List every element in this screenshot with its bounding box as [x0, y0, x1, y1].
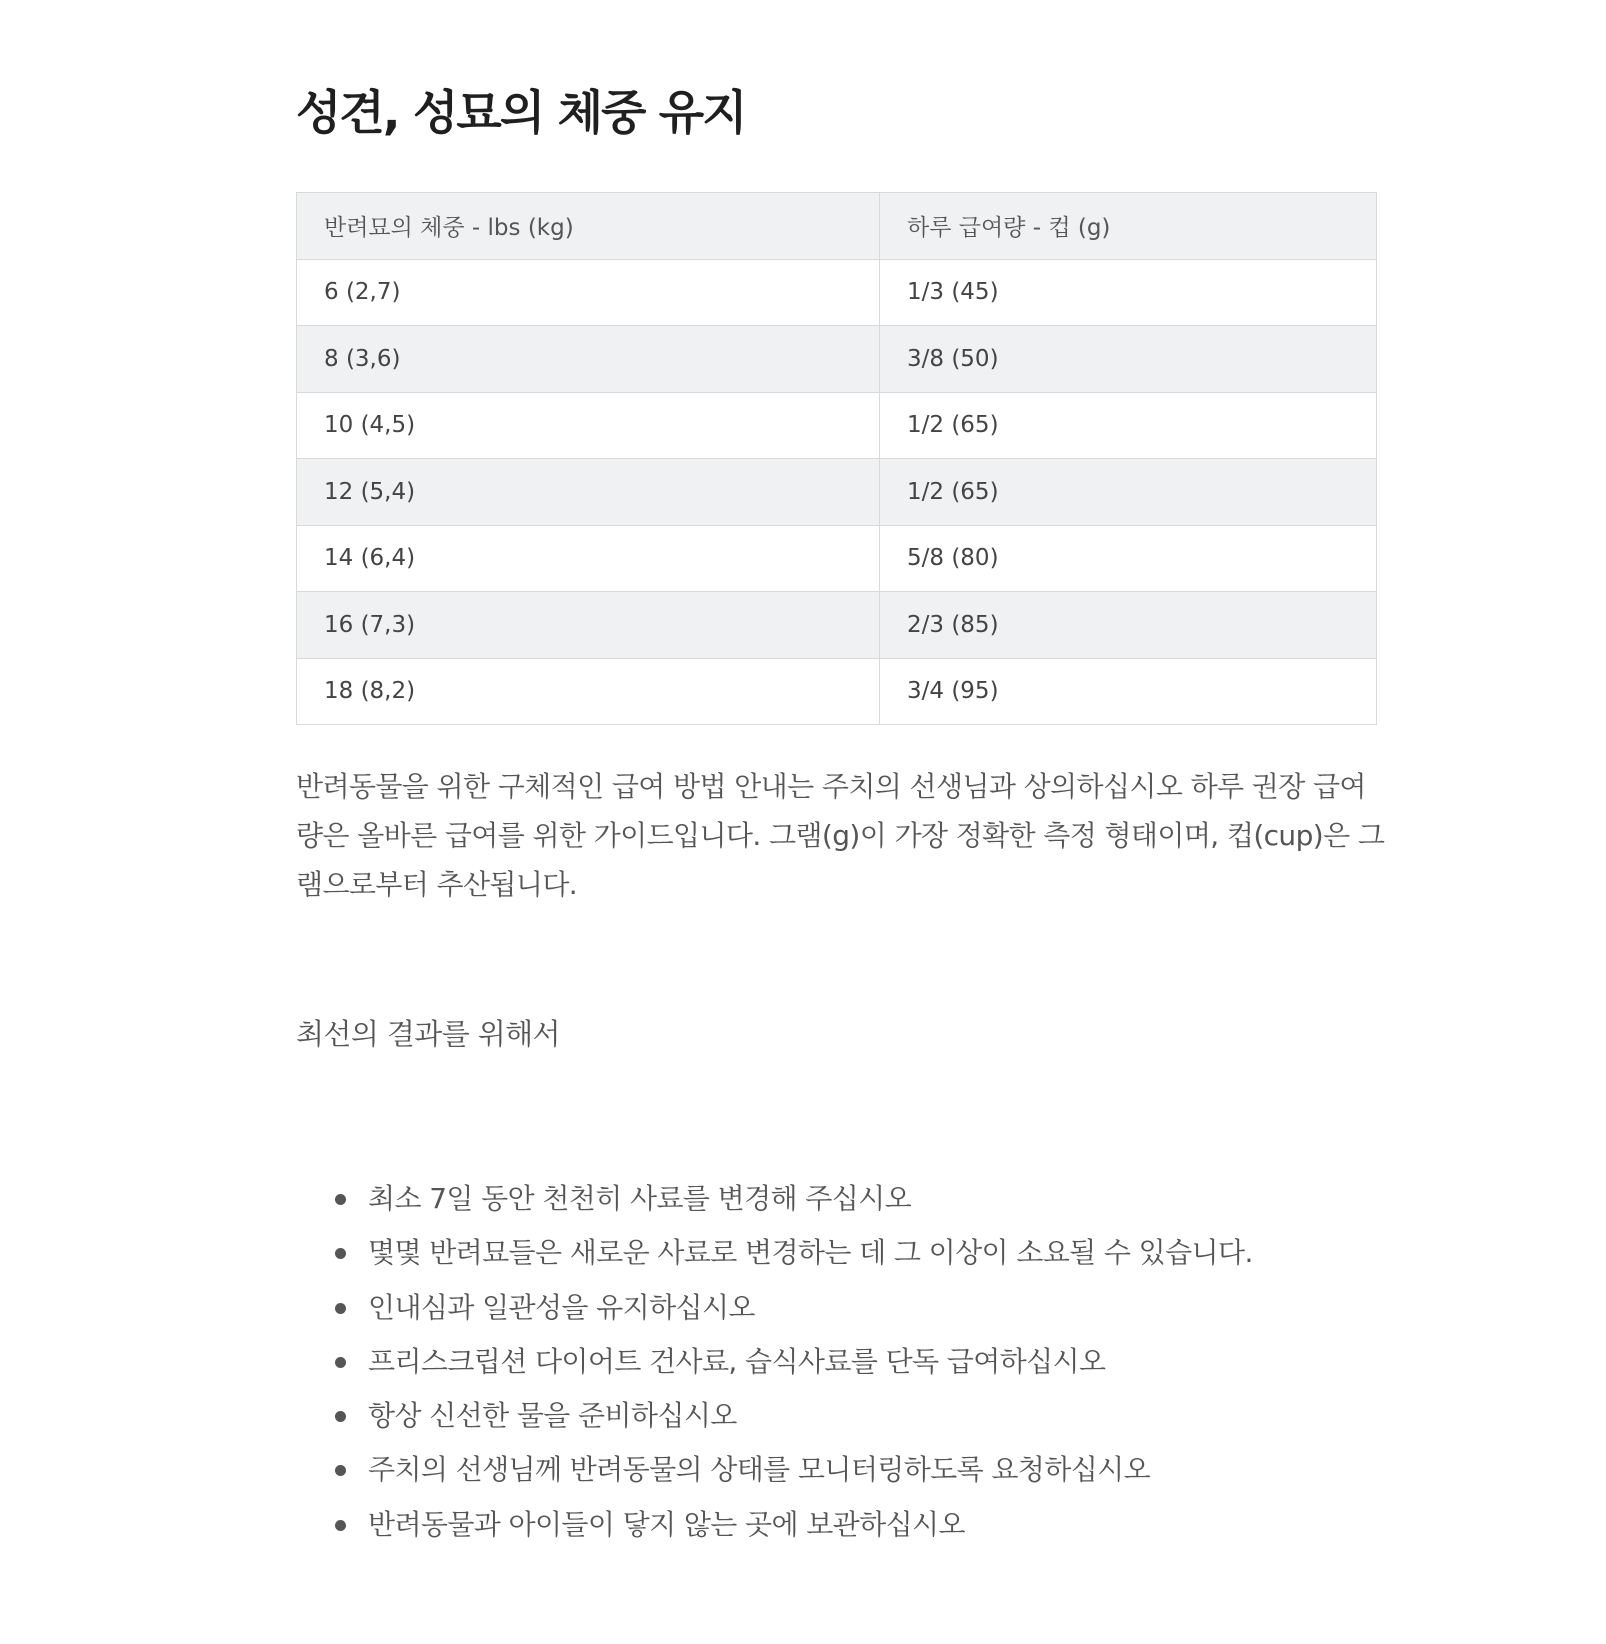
best-results-heading: 최선의 결과를 위해서 — [296, 1017, 560, 1051]
cell-weight: 16 (7,3) — [297, 592, 880, 659]
tip-text: 주치의 선생님께 반려동물의 상태를 모니터링하도록 요청하십시오 — [368, 1453, 1151, 1487]
tip-text: 항상 신선한 물을 준비하십시오 — [368, 1399, 737, 1433]
tips-list — [368, 1172, 1253, 1552]
cell-weight: 12 (5,4) — [297, 459, 880, 526]
bullet-icon — [335, 1411, 346, 1422]
header-weight: 반려묘의 체중 - lbs (kg) — [297, 193, 880, 260]
cell-amount: 3/8 (50) — [880, 326, 1377, 393]
table-row — [297, 326, 1377, 393]
header-daily-amount: 하루 급여량 - 컵 (g) — [880, 193, 1377, 260]
cell-amount: 1/2 (65) — [880, 459, 1377, 526]
cell-weight: 8 (3,6) — [297, 326, 880, 393]
table-row — [297, 392, 1377, 459]
tip-text: 최소 7일 동안 천천히 사료를 변경해 주십시오 — [368, 1182, 912, 1215]
table-header-row — [297, 193, 1377, 260]
bullet-icon — [335, 1520, 346, 1531]
cell-weight: 10 (4,5) — [297, 392, 880, 459]
bullet-icon — [335, 1248, 346, 1259]
tip-text: 인내심과 일관성을 유지하십시오 — [368, 1290, 755, 1324]
feeding-table — [296, 192, 1377, 725]
list-item — [368, 1226, 1253, 1280]
tip-text: 반려동물과 아이들이 닿지 않는 곳에 보관하십시오 — [368, 1507, 965, 1541]
cell-weight: 14 (6,4) — [297, 525, 880, 592]
tip-text: 프리스크립션 다이어트 건사료, 습식사료를 단독 급여하십시오 — [368, 1344, 1106, 1378]
list-item — [368, 1172, 1253, 1226]
list-item — [368, 1443, 1253, 1497]
bullet-icon — [335, 1357, 346, 1368]
bullet-icon — [335, 1465, 346, 1476]
tip-text: 몇몇 반려묘들은 새로운 사료로 변경하는 데 그 이상이 소요될 수 있습니다. — [368, 1236, 1253, 1270]
cell-amount: 3/4 (95) — [880, 658, 1377, 725]
list-item — [368, 1281, 1253, 1335]
feeding-note: 반려동물을 위한 구체적인 급여 방법 안내는 주치의 선생님과 상의하십시오 하루 권장 급여량은 올바른 급여를 위한 가이드입니다. 그램(g)이 가장 정확한 측정 형태이며, 컵(cup)은 그램으로부터 추산됩니다. — [296, 770, 1385, 901]
cell-amount: 1/3 (45) — [880, 259, 1377, 326]
cell-weight: 6 (2,7) — [297, 259, 880, 326]
table-row — [297, 658, 1377, 725]
table-row — [297, 525, 1377, 592]
cell-amount: 1/2 (65) — [880, 392, 1377, 459]
list-item — [368, 1498, 1253, 1552]
list-item — [368, 1389, 1253, 1443]
bullet-icon — [335, 1194, 346, 1205]
list-item — [368, 1335, 1253, 1389]
cell-amount: 5/8 (80) — [880, 525, 1377, 592]
cell-weight: 18 (8,2) — [297, 658, 880, 725]
bullet-icon — [335, 1303, 346, 1314]
table-row — [297, 259, 1377, 326]
table-row — [297, 592, 1377, 659]
cell-amount: 2/3 (85) — [880, 592, 1377, 659]
page-title: 성견, 성묘의 체중 유지 — [296, 86, 746, 141]
table-row — [297, 459, 1377, 526]
